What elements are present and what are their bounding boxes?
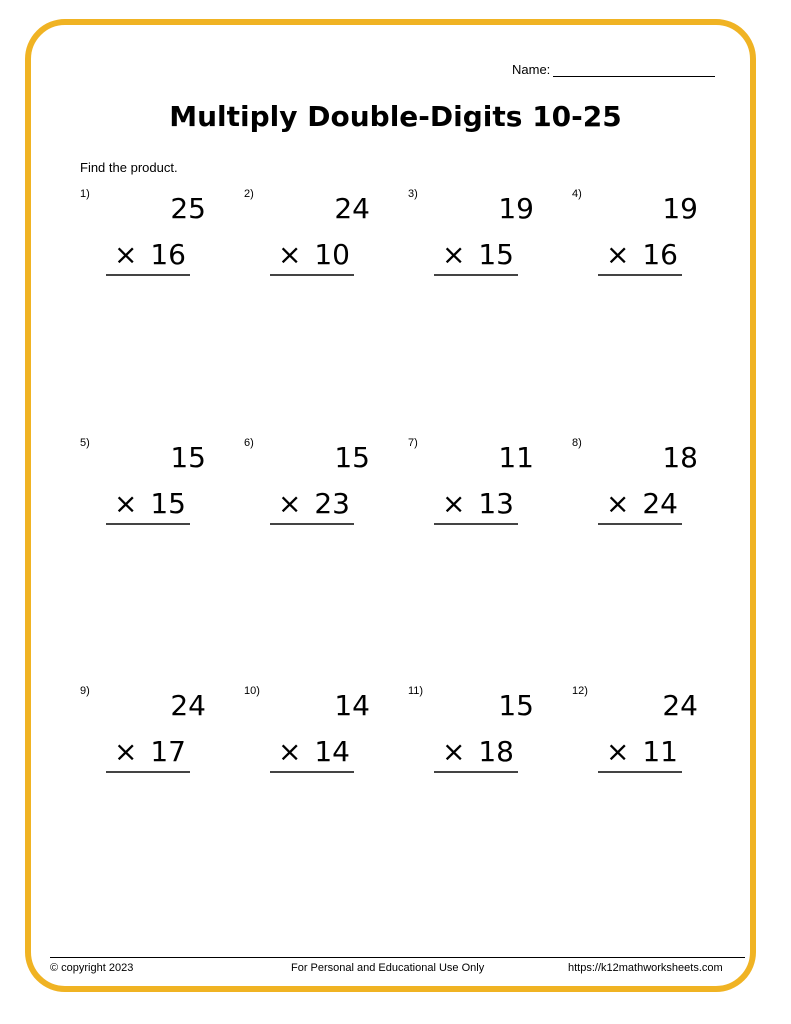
answer-line xyxy=(106,274,190,276)
multiplier-row xyxy=(598,735,682,768)
footer-divider xyxy=(50,957,745,958)
multiplier: 11 xyxy=(642,735,678,768)
problem-number: 1) xyxy=(80,188,90,200)
multiplier: 15 xyxy=(478,238,514,271)
answer-line xyxy=(434,523,518,525)
multiply-sign: × xyxy=(606,238,630,271)
answer-line xyxy=(106,771,190,773)
multiplicand: 18 xyxy=(662,441,698,474)
problem-12 xyxy=(572,685,702,785)
problem-11 xyxy=(408,685,538,785)
problem-number: 8) xyxy=(572,437,582,449)
multiplier: 17 xyxy=(150,735,186,768)
multiplier: 23 xyxy=(314,487,350,520)
problem-number: 2) xyxy=(244,188,254,200)
answer-line xyxy=(598,523,682,525)
problem-8 xyxy=(572,437,702,537)
answer-line xyxy=(598,771,682,773)
multiplier-row xyxy=(270,487,354,520)
multiply-sign: × xyxy=(606,487,630,520)
name-field[interactable] xyxy=(512,62,715,77)
copyright-text: © copyright 2023 xyxy=(50,962,134,974)
problem-9 xyxy=(80,685,210,785)
multiply-sign: × xyxy=(114,735,138,768)
multiply-sign: × xyxy=(278,487,302,520)
problem-number: 9) xyxy=(80,685,90,697)
multiplier-row xyxy=(434,487,518,520)
multiplicand: 19 xyxy=(498,192,534,225)
problem-number: 3) xyxy=(408,188,418,200)
multiplicand: 25 xyxy=(170,192,206,225)
multiplier-row xyxy=(598,238,682,271)
problem-number: 11) xyxy=(408,685,424,697)
problem-1 xyxy=(80,188,210,288)
multiply-sign: × xyxy=(278,238,302,271)
problem-5 xyxy=(80,437,210,537)
multiplier-row xyxy=(270,238,354,271)
multiplicand: 15 xyxy=(170,441,206,474)
multiplicand: 15 xyxy=(334,441,370,474)
multiplier: 15 xyxy=(150,487,186,520)
problem-number: 4) xyxy=(572,188,582,200)
multiplier-row xyxy=(598,487,682,520)
multiplier: 16 xyxy=(642,238,678,271)
problem-number: 7) xyxy=(408,437,418,449)
multiply-sign: × xyxy=(442,487,466,520)
answer-line xyxy=(434,274,518,276)
multiplier: 18 xyxy=(478,735,514,768)
multiplicand: 24 xyxy=(170,689,206,722)
multiplicand: 24 xyxy=(334,192,370,225)
multiplier: 10 xyxy=(314,238,350,271)
problem-number: 12) xyxy=(572,685,588,697)
instructions: Find the product. xyxy=(80,160,178,175)
answer-line xyxy=(598,274,682,276)
problem-number: 5) xyxy=(80,437,90,449)
answer-line xyxy=(106,523,190,525)
multiplier-row xyxy=(434,238,518,271)
problem-7 xyxy=(408,437,538,537)
multiplicand: 14 xyxy=(334,689,370,722)
multiplier-row xyxy=(106,735,190,768)
multiplier-row xyxy=(106,238,190,271)
multiplier: 24 xyxy=(642,487,678,520)
problem-6 xyxy=(244,437,374,537)
usage-notice: For Personal and Educational Use Only xyxy=(291,962,485,974)
multiplier-row xyxy=(106,487,190,520)
name-blank-line[interactable] xyxy=(553,62,715,77)
multiply-sign: × xyxy=(442,735,466,768)
worksheet-title: Multiply Double-Digits 10-25 xyxy=(169,100,622,133)
name-label: Name: xyxy=(512,62,551,77)
problem-2 xyxy=(244,188,374,288)
multiplier-row xyxy=(270,735,354,768)
problem-3 xyxy=(408,188,538,288)
multiply-sign: × xyxy=(278,735,302,768)
answer-line xyxy=(270,523,354,525)
multiply-sign: × xyxy=(606,735,630,768)
multiply-sign: × xyxy=(442,238,466,271)
answer-line xyxy=(434,771,518,773)
problem-10 xyxy=(244,685,374,785)
problem-number: 10) xyxy=(244,685,260,697)
multiplier-row xyxy=(434,735,518,768)
multiplicand: 24 xyxy=(662,689,698,722)
multiply-sign: × xyxy=(114,487,138,520)
problem-number: 6) xyxy=(244,437,254,449)
site-url: https://k12mathworksheets.com xyxy=(568,962,723,974)
answer-line xyxy=(270,274,354,276)
problem-4 xyxy=(572,188,702,288)
answer-line xyxy=(270,771,354,773)
multiply-sign: × xyxy=(114,238,138,271)
multiplicand: 11 xyxy=(498,441,534,474)
multiplier: 14 xyxy=(314,735,350,768)
multiplicand: 15 xyxy=(498,689,534,722)
multiplier: 13 xyxy=(478,487,514,520)
multiplicand: 19 xyxy=(662,192,698,225)
multiplier: 16 xyxy=(150,238,186,271)
